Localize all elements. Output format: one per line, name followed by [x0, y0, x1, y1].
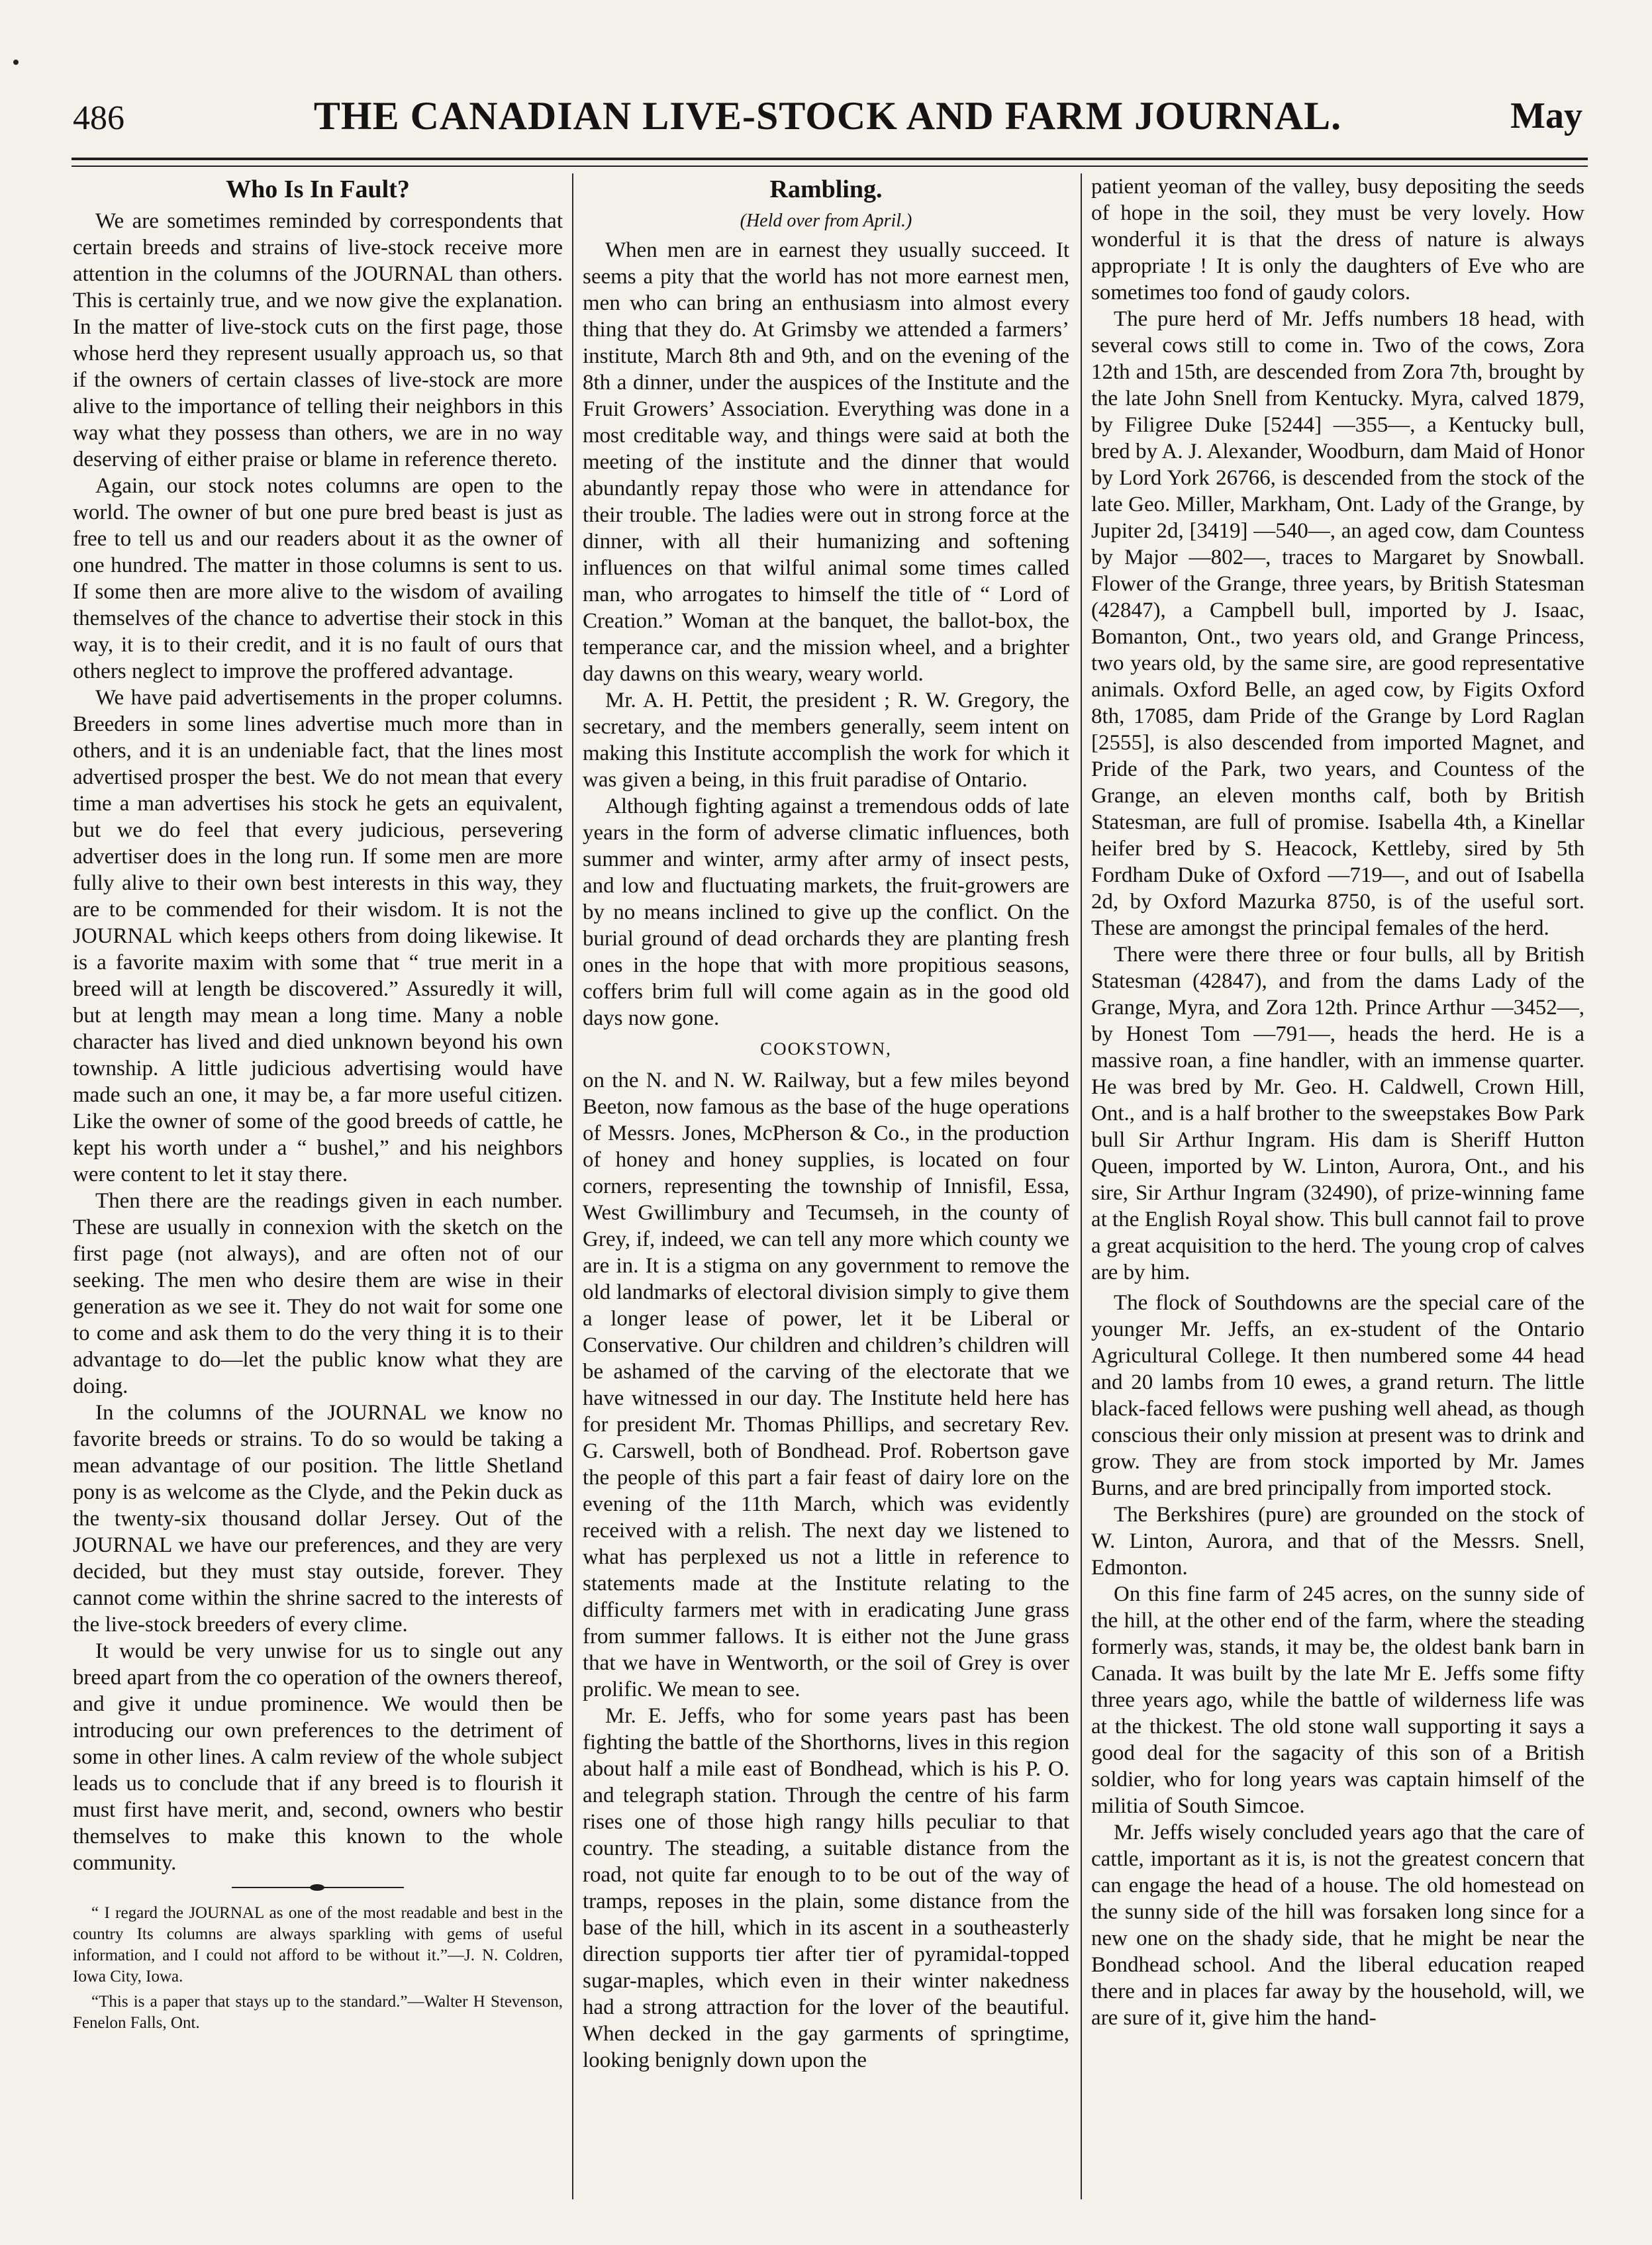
page-number: 486 [73, 99, 124, 137]
paragraph: On this fine farm of 245 acres, on the sunny side of the hill, at the other end of the farm, where the steading formerly was, stands, it may be, the oldest bank barn in Canada. It was built by the late Mr E. Jeffs some fifty three years ago, while the battle of wilderness life was at the thickest. The old stone wall supporting it says a good deal for the sagacity of this son of a British soldier, who for long years was captain himself of the militia of South Simcoe. [1091, 1582, 1584, 1818]
paragraph: In the columns of the JOURNAL we know no favorite breeds or strains. To do so would be taking a mean advantage of our position. The little Shetland pony is as welcome as the Clyde, and the Pekin duck as the twenty-six thousand dollar Jersey. Out of the JOURNAL we have our preferences, and they are very decided, but they must stay outside, forever. They cannot come within the shrine sacred to the interests of the live-stock breeders of every clime. [73, 1401, 563, 1637]
scan-speck [13, 60, 19, 65]
article-title: Rambling. [769, 175, 883, 203]
article-title: Who Is In Fault? [226, 175, 410, 203]
header-rule-thin [72, 166, 1588, 167]
paragraph: The Berkshires (pure) are grounded on the stock of W. Linton, Aurora, and that of the Messrs. Snell, Edmonton. [1091, 1503, 1584, 1580]
paragraph: on the N. and N. W. Railway, but a few miles beyond Beeton, now famous as the base of the huge operations of Messrs. Jones, McPherson & Co., in the production of honey and honey supplies, is located on four corners, representing the township of Innisfil, Essa, West Gwillimbury and Tecumseh, in the county of Grey, if, indeed, we can tell any more which county we are in. It is a stigma on any government to remove the old landmarks of electoral division simply to give them a longer lease of power, let it be Liberal or Conservative. Our children and children’s children will be ashamed of the carving of the electorate that we have witnessed in our day. The Institute held here has for president Mr. Thomas Phillips, and secretary Rev. G. Carswell, both of Bondhead. Prof. Robertson gave the people of this part a fair feast of dairy lore on the evening of the 11th March, which was evidently received with a relish. The next day we listened to what has perplexed us not a little in reference to statements made at the Institute relating to the difficulty farmers met with in eradicating June grass from summer fallows. It is either not the June grass that we have in Wentworth, or the soil of Grey is over prolific. We mean to see. [583, 1069, 1069, 1701]
section-subhead: COOKSTOWN, [760, 1039, 892, 1059]
header-rule-thick [72, 158, 1588, 160]
paragraph: When men are in earnest they usually succeed. It seems a pity that the world has not more earnest men, men who can bring an enthusiasm into almost every thing that they do. At Grimsby we attended a farmers’ institute, March 8th and 9th, and on the evening of the 8th a dinner, under the auspices of the Institute and the Fruit Growers’ Association. Everything was done in a most creditable way, and things were said at both the meeting of the institute and the dinner that would abundantly repay those who were in attendance for their trouble. The ladies were out in strong force at the dinner, with all their humanizing and softening influences on that wilful animal some times called man, who arrogates to himself the title of “ Lord of Creation.” Woman at the banquet, the ballot-box, the temperance car, and the mission wheel, and a brighter day dawns on this weary, weary world. [583, 238, 1069, 686]
issue-month: May [1510, 95, 1582, 136]
paragraph: It would be very unwise for us to single out any breed apart from the co operation of the owners thereof, and give it undue prominence. We would then be introducing our own preferences to the detriment of some in other lines. A calm review of the whole subject leads us to conclude that if any breed is to flourish it must first have merit, and, second, owners who bestir themselves to make this known to the whole community. [73, 1639, 563, 1875]
ornament-separator [232, 1884, 404, 1891]
paragraph: Again, our stock notes columns are open to the world. The owner of but one pure bred beast is just as free to tell us and our readers about it as the owner of one hundred. The matter in those columns is sent to us. If some then are more alive to the wisdom of availing themselves of the chance to advertise their stock in this way, it is to their credit, and it is no fault of ours that others neglect to improve the proffered advantage. [73, 474, 563, 683]
column-divider [572, 173, 573, 2199]
paragraph: The pure herd of Mr. Jeffs numbers 18 head, with several cows still to come in. Two of the cows, Zora 12th and 15th, are descended from Zora 7th, brought by the late John Snell from Kentucky. Myra, calved 1879, by Filigree Duke [5244] —355—, a Kentucky bull, bred by A. J. Alexander, Woodburn, dam Maid of Honor by Lord York 26766, is descended from the stock of the late Geo. Miller, Markham, Ont. Lady of the Grange, by Jupiter 2d, [3419] —540—, an aged cow, dam Countess by Major —802—, traces to Margaret by Snowball. Flower of the Grange, three years, by British Statesman (42847), a Campbell bull, imported by J. Isaac, Bomanton, Ont., two years old, and Grange Princess, two years old, by the same sire, are good representative animals. Oxford Belle, an aged cow, by Figits Oxford 8th, 17085, dam Pride of the Grange by Lord Raglan [2555], is also descended from imported Magnet, and Pride of the Park, two years, and Countess of the Grange, an eleven months calf, both by British Statesman, are full of promise. Isabella 4th, a Kinellar heifer bred by S. Heacock, Kettleby, sired by 5th Fordham Duke of Oxford —719—, and out of Isabella 2d, by Oxford Mazurka 8750, is of the useful sort. These are amongst the principal females of the herd. [1091, 307, 1584, 940]
paragraph: We have paid advertisements in the proper columns. Breeders in some lines advertise much more than in others, and it is an undeniable fact, that the lines most advertised prosper the best. We do not mean that every time a man advertises his stock he gets an equivalent, but we do feel that every judicious, persevering advertiser does in the long run. If some men are more fully alive to their own best interests in this way, they are to be commended for their wisdom. It is not the JOURNAL which keeps others from doing likewise. It is a favorite maxim with some that “ true merit in a breed will at length be discovered.” Assuredly it will, but at length may mean a long time. Many a noble character has lived and died unknown beyond his own township. A little judicious advertising would have made such an one, it may be, a far more useful citizen. Like the owner of some of the good breeds of cattle, he kept his worth under a “ bushel,” and his neighbors were content to let it stay there. [73, 686, 563, 1186]
paragraph: Although fighting against a tremendous odds of late years in the form of adverse climatic influences, both summer and winter, army after army of insect pests, and low and fluctuating markets, the fruit-growers are by no means inclined to give up the conflict. On the burial ground of dead orchards they are planting fresh ones in the hope that with more propitious seasons, coffers brim full will come again as in the good old days now gone. [583, 794, 1069, 1030]
paragraph: Mr. Jeffs wisely concluded years ago that the care of cattle, important as it is, is not the greatest concern that can engage the head of a house. The old homestead on the sunny side of the hill was forsaken long since for a new one on the shady side, that he might be near the Bondhead school. And the liberal education reaped there and in places far away by the household, will, we are sure of it, give him the hand- [1091, 1821, 1584, 2030]
column-3 [1091, 173, 1584, 2199]
page-header [73, 89, 1582, 149]
paragraph: Mr. A. H. Pettit, the president ; R. W. Gregory, the secretary, and the members generally, seem intent on making this Institute accomplish the work for which it was given a being, in this fruit paradise of Ontario. [583, 689, 1069, 792]
column-1 [73, 173, 563, 2199]
editorial-note: (Held over from April.) [740, 211, 912, 231]
column-divider [1081, 173, 1082, 2199]
journal-title: THE CANADIAN LIVE-STOCK AND FARM JOURNAL. [313, 94, 1342, 138]
paragraph: Then there are the readings given in each number. These are usually in connexion with the sketch on the first page (not always), and are often not of our seeking. The men who desire them are wise in their generation as we see it. They do not wait for some one to come and ask them to do the very thing it is to their advantage to do—let the public know what they are doing. [73, 1189, 563, 1398]
testimonial-quote: “This is a paper that stays up to the standard.”—Walter H Stevenson, Fenelon Falls, Ont. [73, 1993, 563, 2032]
paragraph: patient yeoman of the valley, busy depositing the seeds of hope in the soil, they must be very lovely. How wonderful it is that the dress of nature is always appropriate ! It is only the daughters of Eve who are sometimes too fond of gaudy colors. [1091, 175, 1584, 305]
paragraph: The flock of Southdowns are the special care of the younger Mr. Jeffs, an ex-student of the Ontario Agricultural College. It then numbered some 44 head and 20 lambs from 10 ewes, a grand return. The little black-faced fellows were pushing well ahead, as though conscious their only mission at present was to drink and grow. They are from stock imported by Mr. James Burns, and are bred principally from imported stock. [1091, 1291, 1584, 1500]
paragraph: We are sometimes reminded by correspondents that certain breeds and strains of live-stock receive more attention in the columns of the JOURNAL than others. This is certainly true, and we now give the explanation. In the matter of live-stock cuts on the first page, those whose herd they represent usually approach us, so that if the owners of certain classes of live-stock are more alive to the importance of telling their neighbors in this way what they possess than others, we are in no way deserving of either praise or blame in reference thereto. [73, 209, 563, 471]
paragraph: Mr. E. Jeffs, who for some years past has been fighting the battle of the Shorthorns, lives in this region about half a mile east of Bondhead, which is his P. O. and telegraph station. Through the centre of his farm rises one of those high rangy hills peculiar to that country. The steading, a suitable distance from the road, not quite far enough to to be out of the way of tramps, reposes in the plain, some distance from the base of the hill, which in its ascent in a southeasterly direction supports tier after tier of pyramidal-topped sugar-maples, which even in their winter nakedness had a strong attraction for the lover of the beautiful. When decked in the gay garments of springtime, looking benignly down upon the [583, 1704, 1069, 2072]
testimonial-quote: “ I regard the JOURNAL as one of the most readable and best in the country Its columns are always sparkling with gems of useful information, and I could not afford to be without it.”—J. N. Coldren, Iowa City, Iowa. [73, 1904, 563, 1985]
column-2 [583, 173, 1069, 2199]
paragraph: There were there three or four bulls, all by British Statesman (42847), and from the dams Lady of the Grange, Myra, and Zora 12th. Prince Arthur —3452—, by Honest Tom —791—, heads the herd. He is a massive roan, a fine handler, with an immense quarter. He was bred by Mr. Geo. H. Caldwell, Crown Hill, Ont., and is a half brother to the sweepstakes Bow Park bull Sir Arthur Ingram. His dam is Sheriff Hutton Queen, imported by W. Linton, Aurora, Ont., and his sire, Sir Arthur Ingram (32490), of prize-winning fame at the English Royal show. This bull cannot fail to prove a great acquisition to the herd. The young crop of calves are by him. [1091, 943, 1584, 1284]
